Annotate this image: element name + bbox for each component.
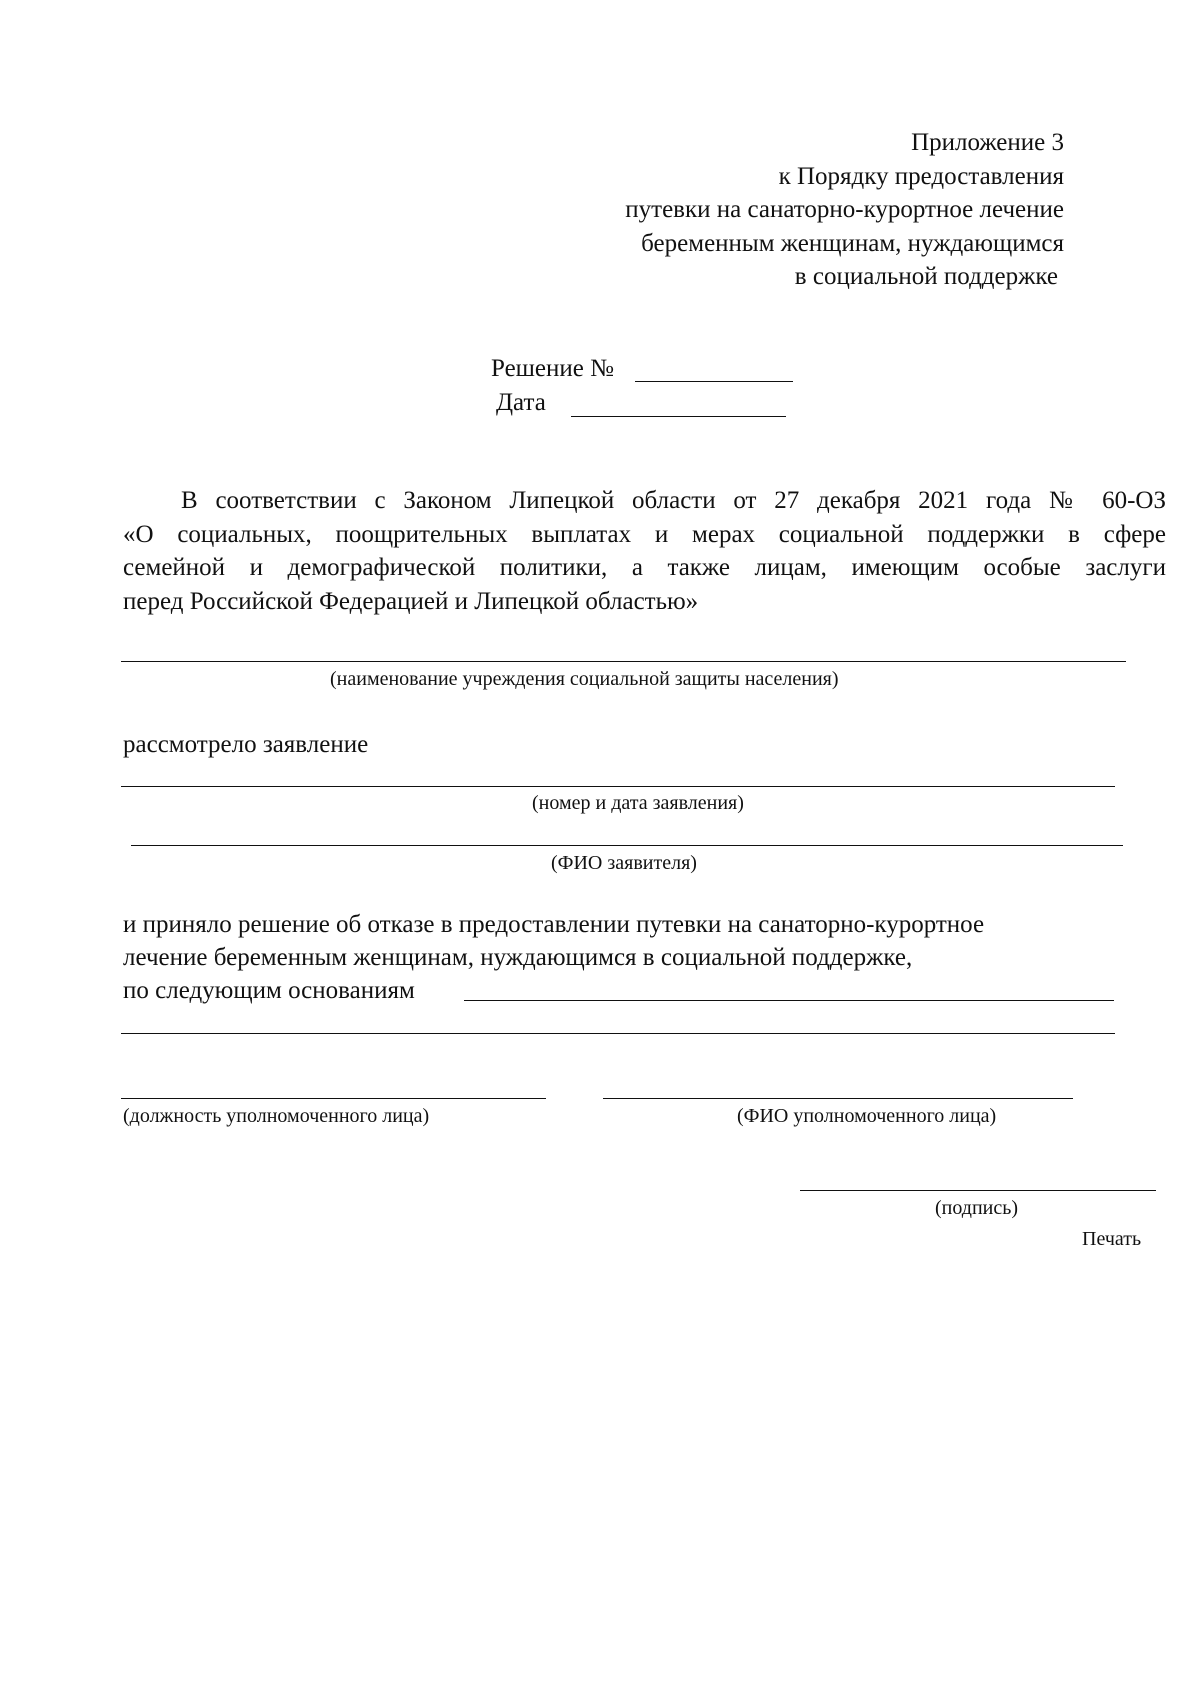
preamble-line: «О социальных, поощрительных выплатах и мерах социальной поддержки в сфере: [123, 520, 1166, 548]
appendix-line: в социальной поддержке: [794, 263, 1058, 290]
decision-text-line: лечение беременным женщинам, нуждающимся в социальной поддержке,: [123, 944, 913, 971]
preamble-line: семейной и демографической политики, а также лицам, имеющим особые заслуги: [123, 554, 1166, 581]
decision-date-field[interactable]: [571, 416, 786, 417]
authorized-name-caption: (ФИО уполномоченного лица): [737, 1105, 997, 1127]
appendix-line: беременным женщинам, нуждающимся: [641, 229, 1064, 257]
application-caption: (номер и дата заявления): [532, 792, 744, 814]
decision-number-label: Решение №: [491, 355, 614, 382]
institution-field[interactable]: [121, 661, 1126, 662]
appendix-header: [625, 126, 1064, 294]
signature-caption: (подпись): [935, 1197, 1019, 1219]
considered-label: рассмотрело заявление: [123, 731, 369, 758]
decision-date-label: Дата: [496, 389, 546, 416]
appendix-line: Приложение 3: [911, 129, 1064, 156]
preamble-line: В соответствии с Законом Липецкой области от 27 декабря 2021 года № 60-ОЗ: [181, 487, 1166, 514]
authorized-name-field[interactable]: [603, 1098, 1073, 1099]
position-caption: (должность уполномоченного лица): [123, 1105, 430, 1127]
appendix-line: к Порядку предоставления: [778, 162, 1064, 190]
preamble: [123, 484, 1166, 618]
seal-label: Печать: [1082, 1228, 1142, 1250]
applicant-field[interactable]: [131, 845, 1123, 846]
grounds-field-continued[interactable]: [121, 1033, 1115, 1034]
decision-text-line: и приняло решение об отказе в предоставлении путевки на санаторно-курортное: [123, 911, 985, 938]
preamble-line: перед Российской Федерацией и Липецкой областью»: [123, 587, 699, 615]
signature-field[interactable]: [800, 1190, 1156, 1191]
grounds-field[interactable]: [464, 1000, 1114, 1001]
appendix-line: путевки на санаторно-курортное лечение: [625, 196, 1064, 223]
decision-number-field[interactable]: [635, 381, 793, 382]
applicant-caption: (ФИО заявителя): [551, 852, 697, 874]
institution-caption: (наименование учреждения социальной защиты населения): [330, 668, 839, 690]
application-field[interactable]: [121, 786, 1115, 787]
position-field[interactable]: [121, 1098, 546, 1099]
grounds-label: по следующим основаниям: [123, 977, 415, 1004]
